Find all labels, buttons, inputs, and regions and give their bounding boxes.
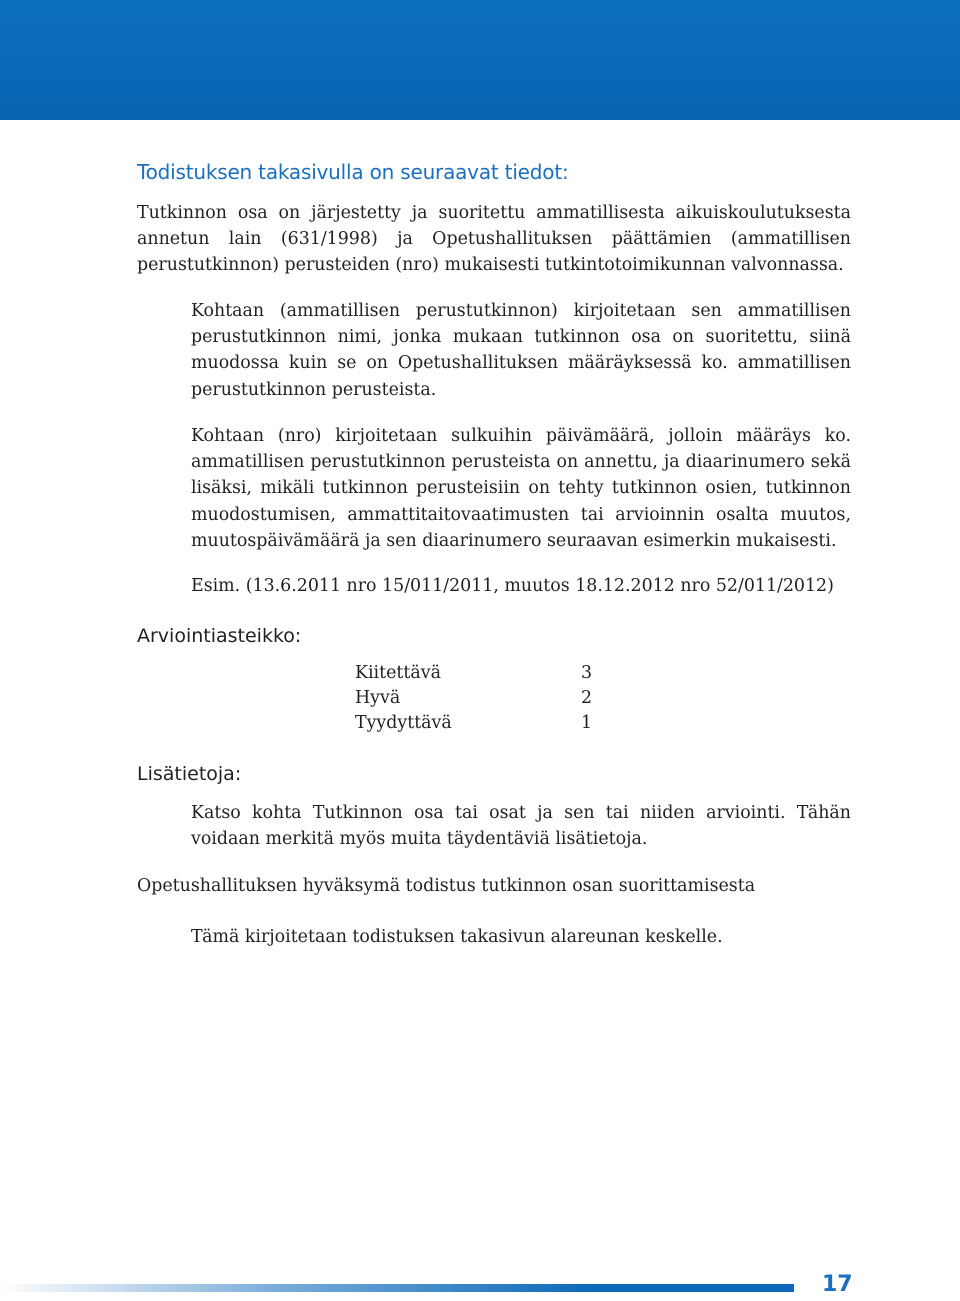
section-heading: Todistuksen takasivulla on seuraavat tiedot: (137, 160, 569, 184)
intro-paragraph: Tutkinnon osa on järjestetty ja suoritettu ammatillisesta aikuiskoulutuksesta annetun lain (631/1998) ja Opetushallituksen päättämien (ammatillisen perustutkinnon) perusteiden (nro) mukaisesti tutkintotoimikunnan valvonnassa. (137, 203, 851, 276)
footer-bar (0, 1284, 794, 1292)
approval-line: Opetushallituksen hyväksymä todistus tutkinnon osan suorittamisesta (137, 876, 756, 896)
grade-name: Hyvä (355, 688, 401, 708)
paragraph-date-and-diary: Kohtaan (nro) kirjoitetaan sulkuihin päivämäärä, jolloin määräys ko. ammatillisen perustutkinnon perusteista on annettu, ja diaarinumero sekä lisäksi, mikäli tutkinnon perusteisiin on tehty tutkinnon osien, tutkinnon muodostumisen, ammattitaitovaatimusten tai arvioinnin osalta muutos, muutospäivämäärä ja sen diaarinumero seuraavan esimerkin mukaisesti. (191, 426, 851, 551)
example-line: Esim. (13.6.2011 nro 15/011/2011, muutos 18.12.2012 nro 52/011/2012) (191, 576, 834, 596)
grade-name: Kiitettävä (355, 663, 441, 683)
approval-note: Tämä kirjoitetaan todistuksen takasivun alareunan keskelle. (191, 927, 723, 947)
grade-value: 2 (581, 688, 593, 708)
grade-row (355, 663, 595, 689)
grade-row (355, 688, 595, 714)
additional-info-label: Lisätietoja: (137, 763, 242, 785)
grade-value: 3 (581, 663, 593, 683)
grading-scale-label: Arviointiasteikko: (137, 625, 302, 647)
grade-value: 1 (581, 713, 593, 733)
page-number: 17 (822, 1272, 853, 1297)
grade-name: Tyydyttävä (355, 713, 452, 733)
additional-info-text: Katso kohta Tutkinnon osa tai osat ja sen tai niiden arviointi. Tähän voidaan merkitä myös muita täydentäviä lisätietoja. (191, 803, 851, 850)
paragraph-course-name: Kohtaan (ammatillisen perustutkinnon) kirjoitetaan sen ammatillisen perustutkinnon nimi, jonka mukaan tutkinnon osa on suoritettu, siinä muodossa kuin se on Opetushallituksen määräyksessä ko. ammatillisen perustutkinnon perusteista. (191, 301, 851, 400)
grade-row (355, 713, 595, 739)
header-color-band (0, 0, 960, 120)
